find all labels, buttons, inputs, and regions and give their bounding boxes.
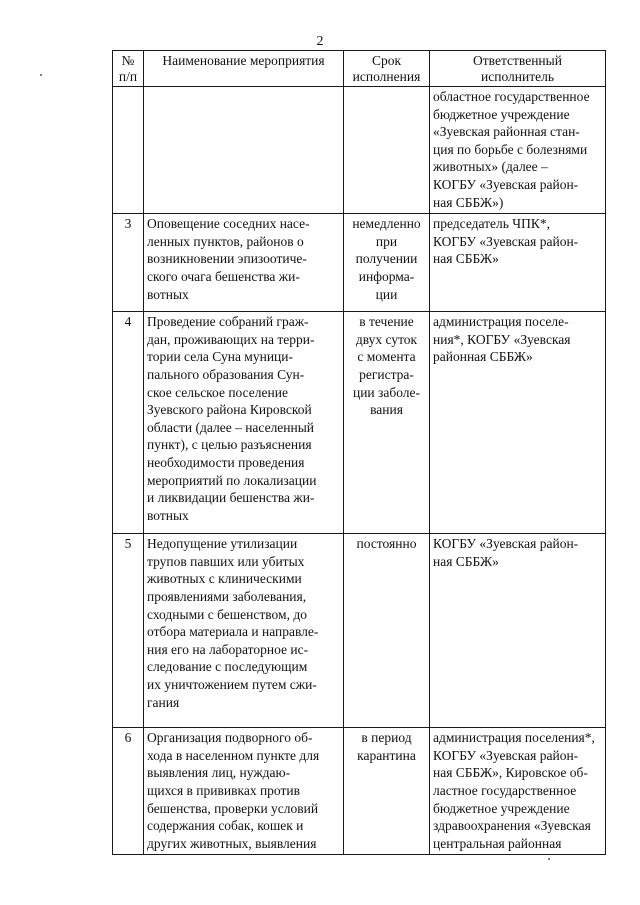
cell-term-line: постоянно [356,536,417,552]
cell-term-line: с момента [357,349,416,365]
cell-name-line: необходимости проведения [147,454,305,470]
cell-name-line: следование с последующим [147,659,308,675]
cell-responsible-line: КОГБУ «Зуевская район- [433,747,579,763]
table-row [113,214,606,312]
cell-responsible-line: председатель ЧПК*, [433,216,550,232]
header-number-line: п/п [118,69,138,84]
cell-term-line: вания [370,402,403,418]
cell-name [144,312,344,534]
cell-name-line: животных с клиническими [147,571,302,587]
cell-name-line: их уничтожением путем сжи- [147,676,317,692]
table-row [113,87,606,214]
cell-responsible-line: ная СББЖ», Кировское об- [433,765,588,781]
cell-name-line: тории села Суна муници- [147,349,293,365]
table-row [113,312,606,534]
cell-responsible-line: ция по борьбе с болезнями [433,141,588,157]
cell-name-line: щихся в прививках против [147,782,300,798]
cell-responsible-line: администрация поселе- [433,314,569,330]
cell-term-line: получении [355,251,418,267]
activities-table [112,50,606,855]
cell-name-line: Зуевского района Кировской [147,402,312,418]
cell-responsible [430,312,606,534]
table-row [113,534,606,728]
cell-name-line: вотных [147,286,189,302]
cell-name-line: ния его на лабораторное ис- [147,641,309,657]
cell-name-line: проявлениями заболевания, [147,588,307,604]
cell-number: 5 [113,534,144,728]
cell-responsible-line: здравоохранения «Зуевская [433,818,591,834]
cell-responsible-line: КОГБУ «Зуевская район- [433,176,579,192]
cell-term-line: немедленно [352,216,421,232]
cell-responsible-line: ная СББЖ» [433,251,499,267]
cell-responsible-line: ная СББЖ» [433,553,499,569]
cell-responsible [430,728,606,855]
cell-responsible-line: администрация поселения*, [433,730,595,746]
cell-responsible-line: ная СББЖ») [433,194,504,210]
cell-name-line: Оповещение соседних насе- [147,216,310,232]
cell-term-line: двух суток [355,331,418,347]
cell-responsible-line: КОГБУ «Зуевская район- [433,233,579,249]
cell-name-line: области (далее – населенный [147,419,315,435]
cell-name-line: сходными с бешенством, до [147,606,307,622]
cell-term [344,214,430,312]
header-term-line: Срок [371,53,402,68]
cell-term-line: ции заболе- [352,384,421,400]
cell-number: 4 [113,312,144,534]
cell-term-line: при [375,233,398,249]
header-name [144,51,344,87]
cell-name-line: трупов павших или убитых [147,553,305,569]
cell-term-line: в течение [359,314,414,330]
cell-responsible-line: «Зуевская районная стан- [433,124,580,140]
cell-term [344,87,430,214]
cell-name-line: выявления лиц, нуждаю- [147,765,291,781]
cell-name-line: возникновении эпизоотиче- [147,251,307,267]
header-number [113,51,144,87]
header-responsible-line: исполнитель [481,69,554,84]
header-term [344,51,430,87]
cell-term-line: регистра- [359,366,414,382]
cell-term-line: карантина [357,747,416,763]
cell-responsible-line: областное государственное [433,89,590,104]
cell-name-line: мероприятий по локализации [147,472,317,488]
cell-responsible [430,214,606,312]
cell-name-line: хода в населенном пункте для [147,747,320,763]
cell-name-line: Организация подворного об- [147,730,313,746]
cell-name-line: ского очага бешенства жи- [147,268,300,284]
cell-number [113,87,144,214]
cell-name-line: пального образования Сун- [147,366,305,382]
header-name-line: Наименование мероприятия [162,53,325,68]
cell-term-line: информа- [358,268,415,284]
cell-name [144,534,344,728]
table-row [113,728,606,855]
cell-responsible [430,87,606,214]
cell-term [344,312,430,534]
cell-responsible [430,534,606,728]
cell-name [144,214,344,312]
cell-name-line: пункт), с целью разъяснения [147,437,312,453]
cell-responsible-line: центральная районная [433,835,562,851]
cell-name-line: отбора материала и направле- [147,624,319,640]
scan-speck [40,74,42,76]
cell-name-line: вотных [147,507,189,523]
cell-name-line: и ликвидации бешенства жи- [147,490,315,506]
table-header-row [113,51,606,87]
cell-name-line: ленных пунктов, районов о [147,233,304,249]
cell-name-line: Недопущение утилизации [147,536,298,552]
header-responsible [430,51,606,87]
cell-responsible-line: ластное государственное [433,782,577,798]
header-number-line: № [121,53,135,68]
cell-name-line: содержания собак, кошек и [147,818,304,834]
cell-term [344,534,430,728]
cell-responsible-line: КОГБУ «Зуевская район- [433,536,579,552]
cell-name [144,87,344,214]
cell-responsible-line: бюджетное учреждение [433,800,570,816]
cell-responsible-line: бюджетное учреждение [433,106,570,122]
cell-number: 3 [113,214,144,312]
cell-number: 6 [113,728,144,855]
cell-name-line: гания [147,694,180,710]
cell-term-line: в период [361,730,412,746]
scan-speck [548,858,550,860]
cell-name-line: Проведение собраний граж- [147,314,309,330]
cell-responsible-line: ния*, КОГБУ «Зуевская [433,331,571,347]
cell-name [144,728,344,855]
page-number: 2 [316,34,324,49]
cell-name-line: других животных, выявления [147,835,317,851]
cell-name-line: дан, проживающих на терри- [147,331,315,347]
header-responsible-line: Ответственный [473,53,562,68]
cell-name-line: ское сельское поселение [147,384,288,400]
cell-responsible-line: районная СББЖ» [433,349,533,365]
cell-term-line: ции [375,286,398,302]
header-term-line: исполнения [352,69,421,84]
cell-term [344,728,430,855]
cell-name-line: бешенства, проверки условий [147,800,319,816]
cell-responsible-line: животных» (далее – [433,159,548,175]
